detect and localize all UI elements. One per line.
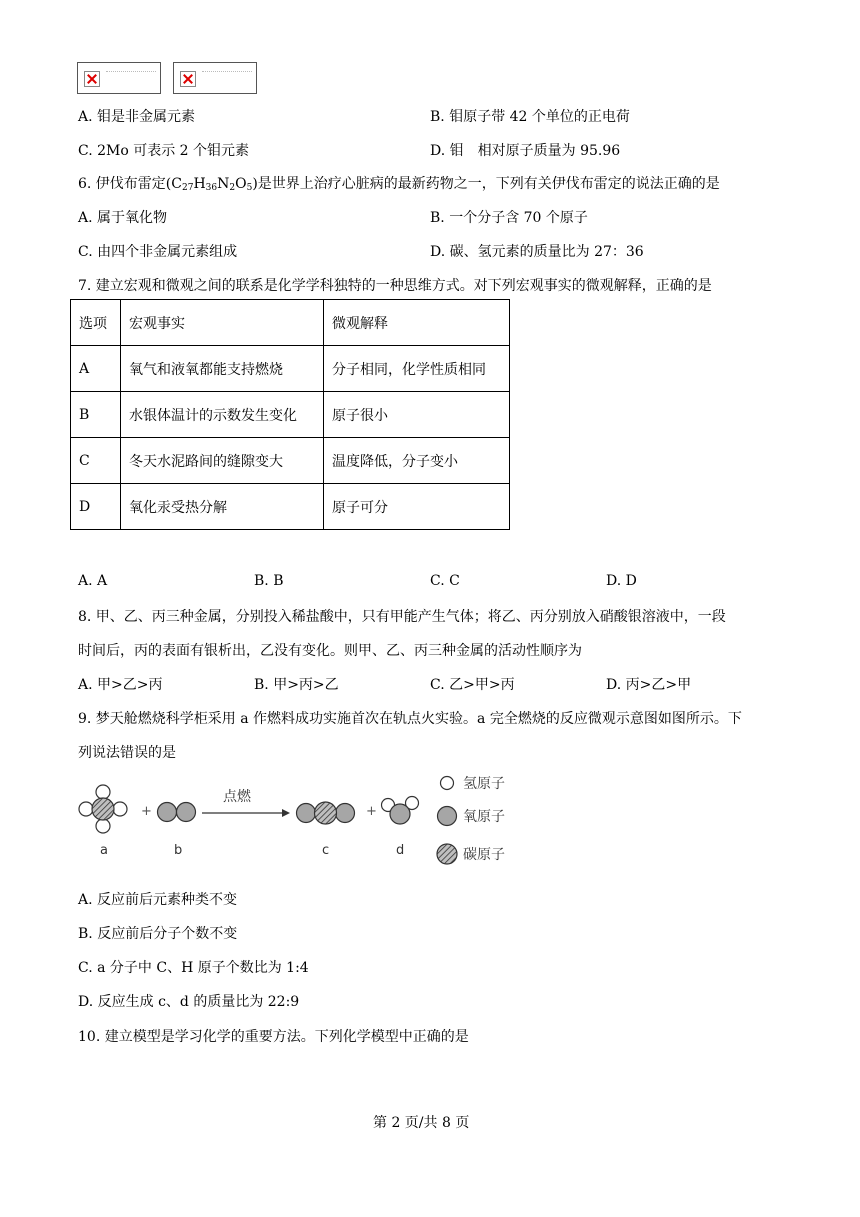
q8-stem-line1: 8. 甲、乙、丙三种金属，分别投入稀盐酸中，只有甲能产生气体；将乙、丙分别放入硝酸银溶液中，一段 [78,609,726,625]
hydrogen-legend-icon [441,777,454,790]
q9-option-c: C. a 分子中 C、H 原子个数比为 1:4 [78,960,309,976]
table-cell: 原子可分 [324,484,510,530]
table-header-cell: 选项 [71,300,121,346]
q5-option-b: B. 钼原子带 42 个单位的正电荷 [430,109,630,125]
table-cell: A [71,346,121,392]
table-header-cell: 宏观事实 [121,300,324,346]
label-a: a [100,843,108,858]
table-row [71,392,510,438]
table-row [71,346,510,392]
table-header-row [71,300,510,346]
plus-1: + [141,804,152,819]
page-footer: 第 2 页/共 8 页 [373,1115,470,1131]
molecule-d [382,797,419,825]
q7-table [70,299,510,530]
q5-option-a: A. 钼是非金属元素 [78,109,196,125]
table-cell: 原子很小 [324,392,510,438]
molecule-c [297,802,355,824]
q5-option-c: C. 2Mo 可表示 2 个钼元素 [78,143,250,159]
q8-option-c: C. 乙>甲>丙 [430,677,515,693]
arrow-head-icon [282,809,290,817]
broken-image-icon [180,71,196,87]
q8-stem-line2: 时间后，丙的表面有银析出，乙没有变化。则甲、乙、丙三种金属的活动性顺序为 [78,643,582,659]
q6-option-b: B. 一个分子含 70 个原子 [430,210,588,226]
table-header-cell: 微观解释 [324,300,510,346]
q6-option-d: D. 碳、氢元素的质量比为 27：36 [430,244,644,260]
q8-option-d: D. 丙>乙>甲 [606,677,692,693]
broken-image-2 [173,62,257,94]
q7-option-a: A. A [78,573,108,589]
q6-option-c: C. 由四个非金属元素组成 [78,244,238,260]
q7-option-c: C. C [430,573,460,589]
plus-2: + [366,804,377,819]
q8-option-b: B. 甲>丙>乙 [254,677,339,693]
table-row [71,438,510,484]
molecule-b [158,803,196,822]
legend-carbon: 碳原子 [463,847,505,863]
table-row [71,484,510,530]
carbon-legend-icon [437,844,457,864]
q7-stem: 7. 建立宏观和微观之间的联系是化学学科独特的一种思维方式。对下列宏观事实的微观解释，正确的是 [78,278,712,294]
q9-option-b: B. 反应前后分子个数不变 [78,926,238,942]
table-cell: 温度降低，分子变小 [324,438,510,484]
q7-option-b: B. B [254,573,284,589]
q9-option-d: D. 反应生成 c、d 的质量比为 22:9 [78,994,300,1010]
table-cell: D [71,484,121,530]
q9-stem-line2: 列说法错误的是 [78,745,176,761]
table-cell: B [71,392,121,438]
q9-stem-line1: 9. 梦天舱燃烧科学柜采用 a 作燃料成功实施首次在轨点火实验。a 完全燃烧的反应微观示意图如图所示。下 [78,711,742,727]
table-cell: 氧气和液氧都能支持燃烧 [121,346,324,392]
legend [437,776,505,864]
oxygen-legend-icon [438,807,457,826]
q6-stem: 6. 伊伐布雷定$(C_{27}H_{36}N_2O_5)$是世界上治疗心脏病的最新药物之一，下列有关伊伐布雷定的说法正确的是 [78,176,720,193]
q9-option-a: A. 反应前后元素种类不变 [78,892,238,908]
label-b: b [174,843,183,858]
q7-option-d: D. D [606,573,637,589]
table-cell: C [71,438,121,484]
reaction-diagram [70,768,530,868]
broken-image-icon [84,71,100,87]
legend-hydrogen: 氢原子 [463,776,505,792]
q10-stem: 10. 建立模型是学习化学的重要方法。下列化学模型中正确的是 [78,1029,469,1045]
label-d: d [396,843,405,858]
q8-option-a: A. 甲>乙>丙 [78,677,163,693]
q6-option-a: A. 属于氧化物 [78,210,168,226]
legend-oxygen: 氧原子 [463,809,505,825]
table-cell: 氧化汞受热分解 [121,484,324,530]
label-c: c [322,843,330,858]
broken-image-1 [77,62,161,94]
table-cell: 水银体温计的示数发生变化 [121,392,324,438]
q5-option-d: D. 钼 相对原子质量为 95.96 [430,143,621,159]
table-cell: 冬天水泥路间的缝隙变大 [121,438,324,484]
table-cell: 分子相同，化学性质相同 [324,346,510,392]
molecule-a [79,785,127,833]
arrow-label: 点燃 [223,789,251,805]
